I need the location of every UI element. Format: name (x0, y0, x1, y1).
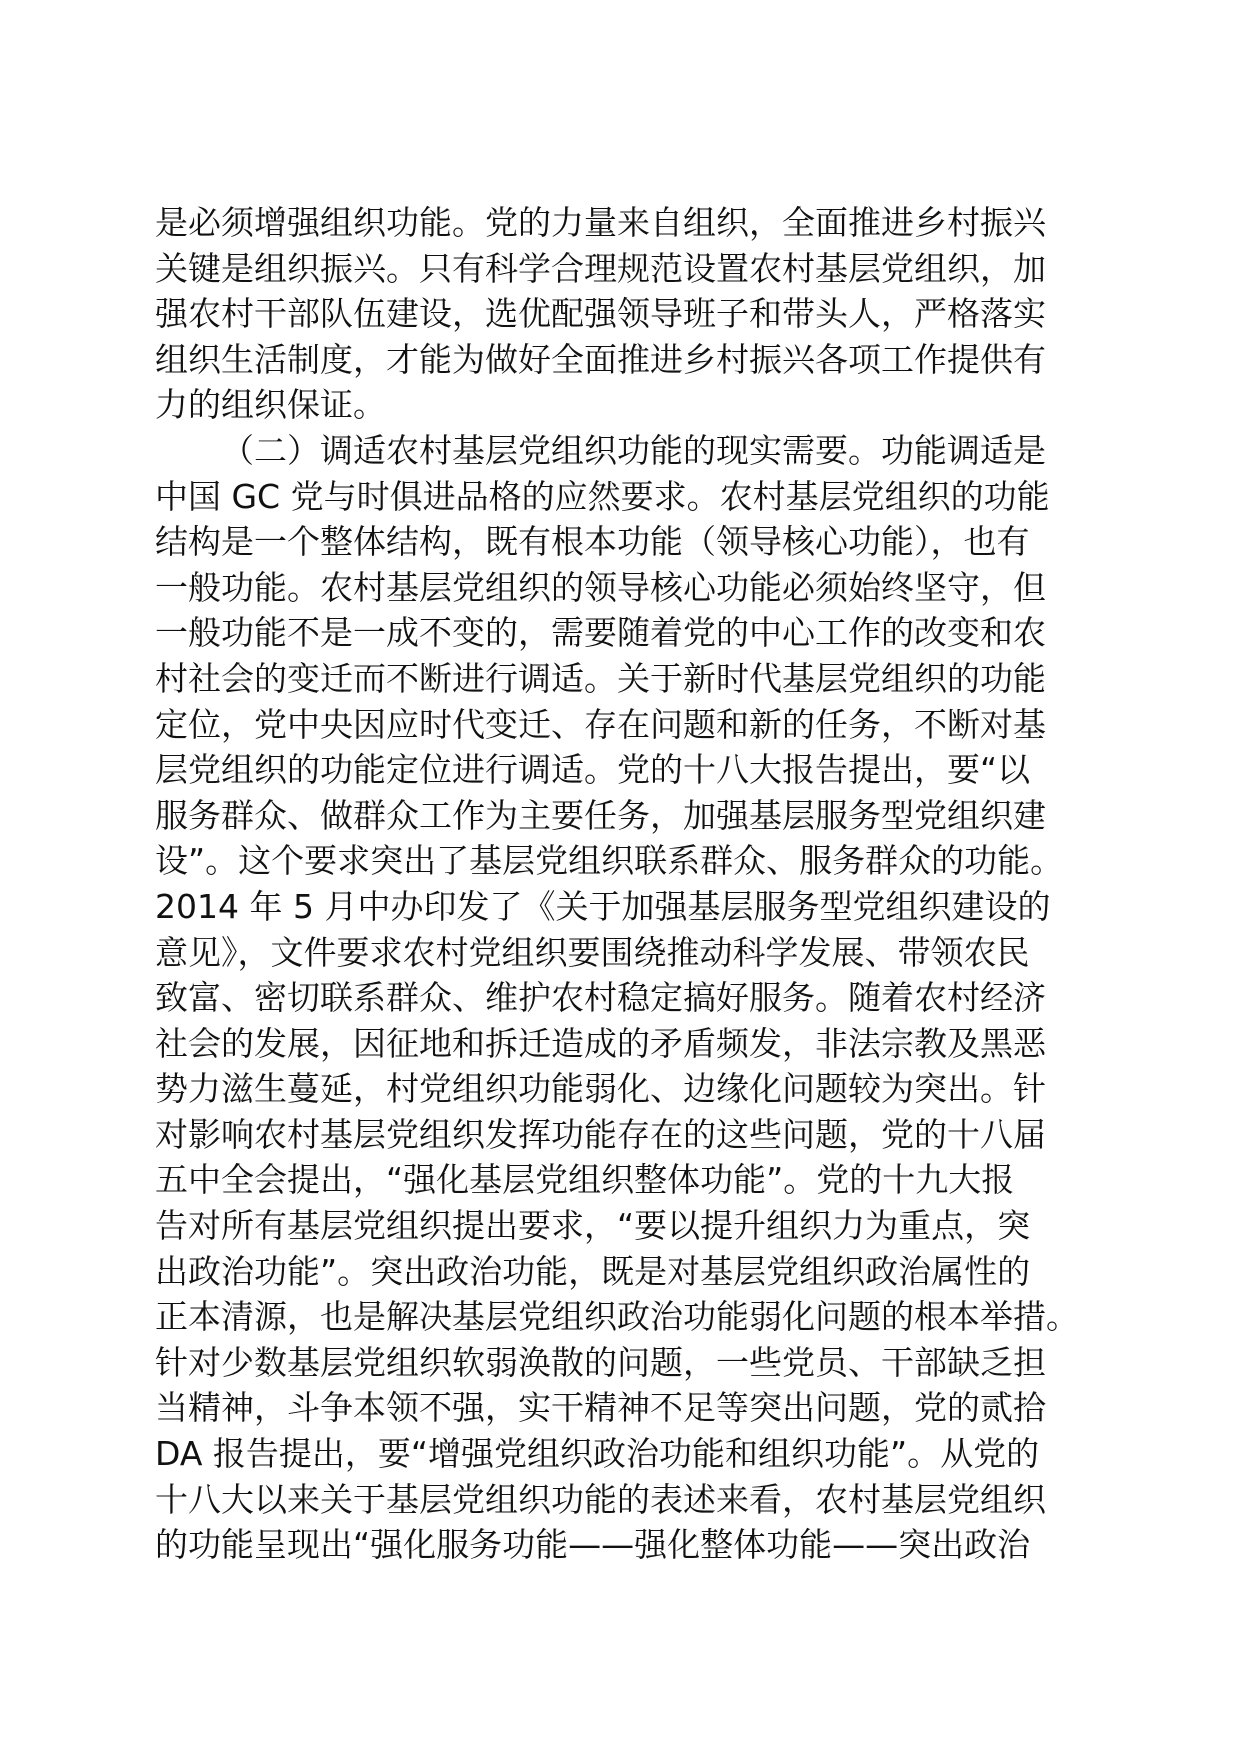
text-line: 力的组织保证。 (155, 385, 386, 425)
text-line: （二）调适农村基层党组织功能的现实需要。功能调适是 (221, 430, 1046, 470)
paragraph-organization-function (155, 200, 1095, 428)
text-line: 定位，党中央因应时代变迁、存在问题和新的任务，不断对基 (155, 704, 1046, 744)
text-line: 势力滋生蔓延，村党组织功能弱化、边缘化问题较为突出。针 (155, 1069, 1046, 1109)
text-line: 结构是一个整体结构，既有根本功能（领导核心功能），也有 (155, 522, 1030, 562)
text-line: 致富、密切联系群众、维护农村稳定搞好服务。随着农村经济 (155, 978, 1046, 1018)
text-line: 意见》，文件要求农村党组织要围绕推动科学发展、带领农民 (155, 932, 1030, 972)
text-line: 一般功能。农村基层党组织的领导核心功能必须始终坚守，但 (155, 567, 1046, 607)
text-line: 对影响农村基层党组织发挥功能存在的这些问题，党的十八届 (155, 1114, 1046, 1154)
text-line: 中国 GC 党与时俱进品格的应然要求。农村基层党组织的功能 (155, 476, 1050, 516)
text-line: 组织生活制度，才能为做好全面推进乡村振兴各项工作提供有 (155, 339, 1046, 379)
text-line: 是必须增强组织功能。党的力量来自组织，全面推进乡村振兴 (155, 203, 1046, 242)
text-line: 设”。这个要求突出了基层党组织联系群众、服务群众的功能。 (155, 841, 1064, 881)
body-text (155, 200, 1095, 1568)
text-line: 针对少数基层党组织软弱涣散的问题，一些党员、干部缺乏担 (155, 1342, 1046, 1382)
text-line: 层党组织的功能定位进行调适。党的十八大报告提出，要“以 (155, 750, 1031, 790)
text-line: 告对所有基层党组织提出要求，“要以提升组织力为重点，突 (155, 1206, 1031, 1246)
text-line: DA 报告提出，要“增强党组织政治功能和组织功能”。从党的 (155, 1434, 1040, 1474)
text-line: 十八大以来关于基层党组织功能的表述来看，农村基层党组织 (155, 1479, 1046, 1519)
text-line: 村社会的变迁而不断进行调适。关于新时代基层党组织的功能 (155, 658, 1046, 698)
text-line: 服务群众、做群众工作为主要任务，加强基层服务型党组织建 (155, 795, 1046, 835)
text-line: 五中全会提出，“强化基层党组织整体功能”。党的十九大报 (155, 1160, 1015, 1200)
text-line: 正本清源，也是解决基层党组织政治功能弱化问题的根本举措。 (155, 1297, 1079, 1337)
text-line: 2014 年 5 月中办印发了《关于加强基层服务型党组织建设的 (155, 886, 1051, 926)
paragraph-function-adjustment (155, 428, 1095, 1568)
text-line: 一般功能不是一成不变的，需要随着党的中心工作的改变和农 (155, 613, 1046, 653)
text-line: 关键是组织振兴。只有科学合理规范设置农村基层党组织，加 (155, 248, 1046, 288)
text-line: 当精神，斗争本领不强，实干精神不足等突出问题，党的贰拾 (155, 1388, 1046, 1428)
text-line: 社会的发展，因征地和拆迁造成的矛盾频发，非法宗教及黑恶 (155, 1023, 1046, 1063)
text-line: 的功能呈现出“强化服务功能——强化整体功能——突出政治 (155, 1525, 1031, 1565)
text-line: 出政治功能”。突出政治功能，既是对基层党组织政治属性的 (155, 1251, 1031, 1291)
text-line: 强农村干部队伍建设，选优配强领导班子和带头人，严格落实 (155, 294, 1046, 334)
